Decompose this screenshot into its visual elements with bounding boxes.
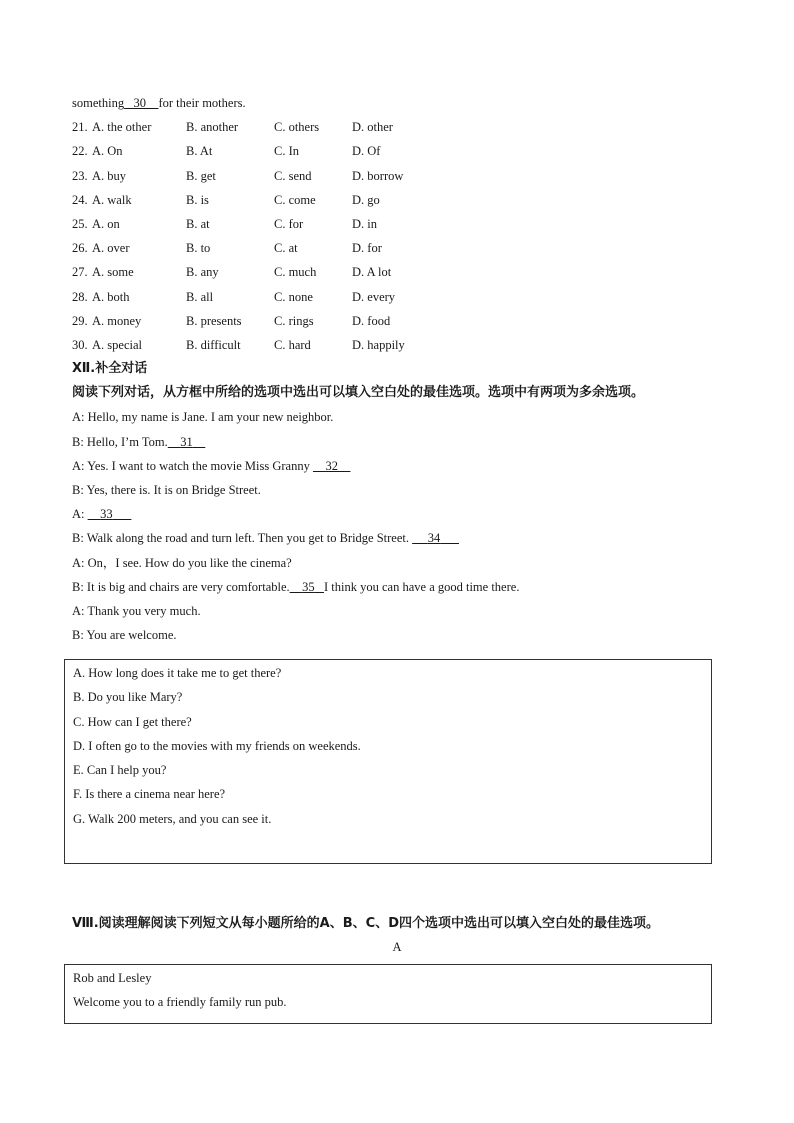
choice-c: C. others (274, 120, 320, 135)
choice-c: C. send (274, 168, 312, 183)
choice-a: A. walk (92, 192, 132, 207)
intro-text-end: for their mothers. (158, 96, 246, 110)
option-d: D. I often go to the movies with my friends on weekends. (73, 738, 361, 753)
choice-b: B. all (186, 289, 214, 304)
options-box (64, 659, 712, 864)
blank-31: 31 (180, 434, 193, 449)
choice-d: D. for (352, 241, 382, 256)
passage-line-2: Welcome you to a friendly family run pub. (73, 995, 287, 1009)
choice-b: B. another (186, 120, 239, 135)
question-row (72, 288, 722, 312)
choice-c: C. none (274, 289, 313, 304)
passage-box (64, 964, 712, 1024)
option-c: C. How can I get there? (73, 714, 192, 729)
dialogue-line-6: B: Walk along the road and turn left. Then you get to Bridge Street. 34 (72, 529, 722, 553)
question-row (72, 336, 722, 360)
question-number: 27. (72, 265, 88, 280)
choice-c: C. In (274, 144, 299, 159)
section-12-title: Ⅻ.补全对话 (72, 361, 148, 377)
question-number: 30. (72, 337, 88, 352)
question-row (72, 239, 722, 263)
question-number: 21. (72, 120, 88, 135)
dialogue-line-3: A: Yes. I want to watch the movie Miss Granny 32 (72, 457, 722, 481)
choice-a: A. money (92, 313, 142, 328)
question-row (72, 215, 722, 239)
choice-d: D. food (352, 313, 391, 328)
question-number: 25. (72, 216, 88, 231)
choice-b: B. at (186, 216, 210, 231)
intro-line (72, 94, 722, 118)
choice-a: A. special (92, 337, 142, 352)
option-e: E. Can I help you? (73, 763, 167, 778)
dialogue-line-5: A: 33 (72, 505, 722, 529)
option-b: B. Do you like Mary? (73, 690, 183, 705)
question-row (72, 142, 722, 166)
choice-d: D. happily (352, 337, 405, 352)
passage-label: A (392, 940, 402, 954)
blank-32: 32 (325, 458, 338, 473)
dialogue-line-2: B: Hello, I’m Tom. 31 (72, 433, 722, 457)
question-row (72, 312, 722, 336)
choice-c: C. much (274, 265, 317, 280)
choice-c: C. for (274, 216, 304, 231)
section-8-title: Ⅷ.阅读理解阅读下列短文从每小题所给的A、B、C、D四个选项中选出可以填入空白处的最佳选项。 (72, 916, 659, 931)
question-row (72, 263, 722, 287)
choice-b: B. difficult (186, 337, 241, 352)
question-number: 22. (72, 144, 88, 159)
choice-a: A. On (92, 144, 123, 159)
choice-b: B. get (186, 168, 216, 183)
choice-d: D. other (352, 120, 393, 135)
choice-d: D. go (352, 192, 380, 207)
section-12-instruction: 阅读下列对话，从方框中所给的选项中选出可以填入空白处的最佳选项。选项中有两项为多余选项。 (72, 385, 645, 401)
blank-35: 35 (302, 579, 315, 594)
blank-33: 33 (100, 507, 113, 522)
choice-d: D. in (352, 216, 377, 231)
choice-d: D. every (352, 289, 396, 304)
choice-d: D. A lot (352, 265, 392, 280)
dialogue-line-10: B: You are welcome. (72, 628, 177, 643)
choice-c: C. come (274, 192, 316, 207)
option-g: G. Walk 200 meters, and you can see it. (73, 811, 272, 826)
choice-c: C. hard (274, 337, 311, 352)
question-number: 24. (72, 192, 88, 207)
passage-line-1: Rob and Lesley (73, 971, 152, 985)
choice-c: C. rings (274, 313, 314, 328)
question-row (72, 118, 722, 142)
intro-text: something (72, 96, 125, 110)
question-number: 28. (72, 289, 88, 304)
dialogue-line-1: A: Hello, my name is Jane. I am your new neighbor. (72, 410, 334, 425)
choice-b: B. presents (186, 313, 242, 328)
choice-d: D. Of (352, 144, 381, 159)
choice-c: C. at (274, 241, 298, 256)
question-row (72, 191, 722, 215)
question-number: 26. (72, 241, 88, 256)
dialogue-line-7: A: On，I see. How do you like the cinema? (72, 555, 292, 570)
dialogue-line-9: A: Thank you very much. (72, 603, 201, 618)
dialogue-line-8: B: It is big and chairs are very comfortable. 35 I think you can have a good time there. (72, 579, 520, 594)
option-f: F. Is there a cinema near here? (73, 787, 226, 802)
choice-d: D. borrow (352, 168, 404, 183)
question-row (72, 167, 722, 191)
blank-30: 30 (133, 96, 146, 110)
worksheet-page (72, 94, 722, 650)
choice-a: A. both (92, 289, 130, 304)
question-number: 29. (72, 313, 88, 328)
choice-a: A. over (92, 241, 130, 256)
choice-b: B. is (186, 192, 209, 207)
choice-a: A. buy (92, 168, 127, 183)
dialogue-line-4: B: Yes, there is. It is on Bridge Street. (72, 483, 261, 497)
choice-a: A. on (92, 216, 120, 231)
question-list (72, 118, 722, 360)
option-a: A. How long does it take me to get there? (73, 666, 282, 680)
choice-b: B. to (186, 241, 211, 256)
question-number: 23. (72, 168, 88, 183)
choice-a: A. some (92, 265, 134, 280)
blank-34: 34 (427, 531, 441, 546)
choice-b: B. At (186, 144, 213, 159)
choice-b: B. any (186, 265, 219, 280)
choice-a: A. the other (92, 120, 152, 135)
